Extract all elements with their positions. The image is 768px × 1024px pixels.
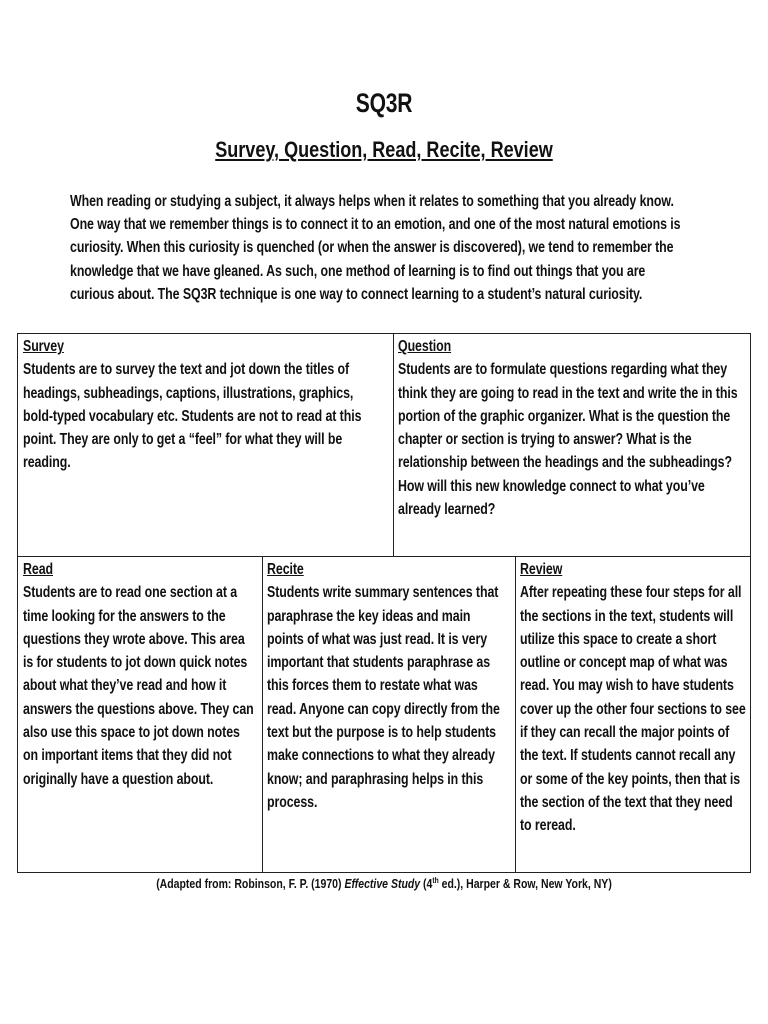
review-cell	[520, 558, 750, 870]
divider-top-vertical	[393, 334, 394, 556]
read-heading: Read	[23, 561, 54, 578]
citation-prefix: (Adapted from: Robinson, F. P. (1970)	[156, 877, 345, 892]
question-cell	[398, 335, 750, 555]
divider-bottom-right	[515, 556, 516, 872]
page-subtitle: Survey, Question, Read, Recite, Review	[215, 137, 553, 162]
survey-heading: Survey	[23, 338, 64, 355]
divider-horizontal	[18, 556, 750, 557]
question-body: Students are to formulate questions regarding what they think they are going to read in the text and write the in this portion of the graphic organizer. What is the question the chapter or section is trying to answer? What is the relationship between the headings and the subheadings? How will this new knowledge connect to what you’ve already learned?	[398, 361, 738, 519]
review-body: After repeating these four steps for all the sections in the text, students will utilize this space to create a short outline or concept map of what was read. You may wish to have students cover up the other four sections to see if they can recall the major points of the text. If students cannot recall any or some of the key points, then that is the section of the text that they need to reread.	[520, 584, 746, 835]
survey-body: Students are to survey the text and jot down the titles of headings, subheadings, captions, illustrations, graphics, bold-typed vocabulary etc. Students are not to read at this point. They are only to get a “feel” for what they will be reading.	[23, 361, 362, 472]
divider-bottom-left	[262, 556, 263, 872]
question-heading: Question	[398, 338, 452, 355]
recite-heading: Recite	[267, 561, 304, 578]
recite-body: Students write summary sentences that paraphrase the key ideas and main points of what was just read. It is very important that students paraphrase as this forces them to restate what was read. Anyone can copy directly from the text but the purpose is to help students make connections to what they already know; and paraphrasing helps in this process.	[267, 584, 500, 811]
citation	[61, 876, 706, 891]
sq3r-organizer-table	[17, 333, 751, 873]
citation-book-title: Effective Study	[344, 877, 421, 892]
citation-edition: (4	[420, 877, 433, 892]
citation-edition-suffix: th	[432, 876, 439, 885]
review-heading: Review	[520, 561, 563, 578]
recite-cell	[267, 558, 513, 870]
survey-cell	[23, 335, 391, 555]
read-cell	[23, 558, 261, 870]
page-title: SQ3R	[355, 88, 413, 118]
intro-paragraph: When reading or studying a subject, it always helps when it relates to something that you already know. One way that we remember things is to connect it to an emotion, and one of the most natural emotions is curiosity. When this curiosity is quenched (or when the answer is discovered), we tend to remember the knowledge that we have gleaned. As such, one method of learning is to find out things that you are curious about. The SQ3R technique is one way to connect learning to a student’s natural curiosity.	[70, 193, 681, 303]
read-body: Students are to read one section at a time looking for the answers to the questions they wrote above. This area is for students to jot down quick notes about what they’ve read and how it answers the questions above. They can also use this space to jot down notes on important items that they did not originally have a question about.	[23, 584, 254, 788]
citation-suffix: ed.), Harper & Row, New York, NY)	[438, 877, 612, 892]
